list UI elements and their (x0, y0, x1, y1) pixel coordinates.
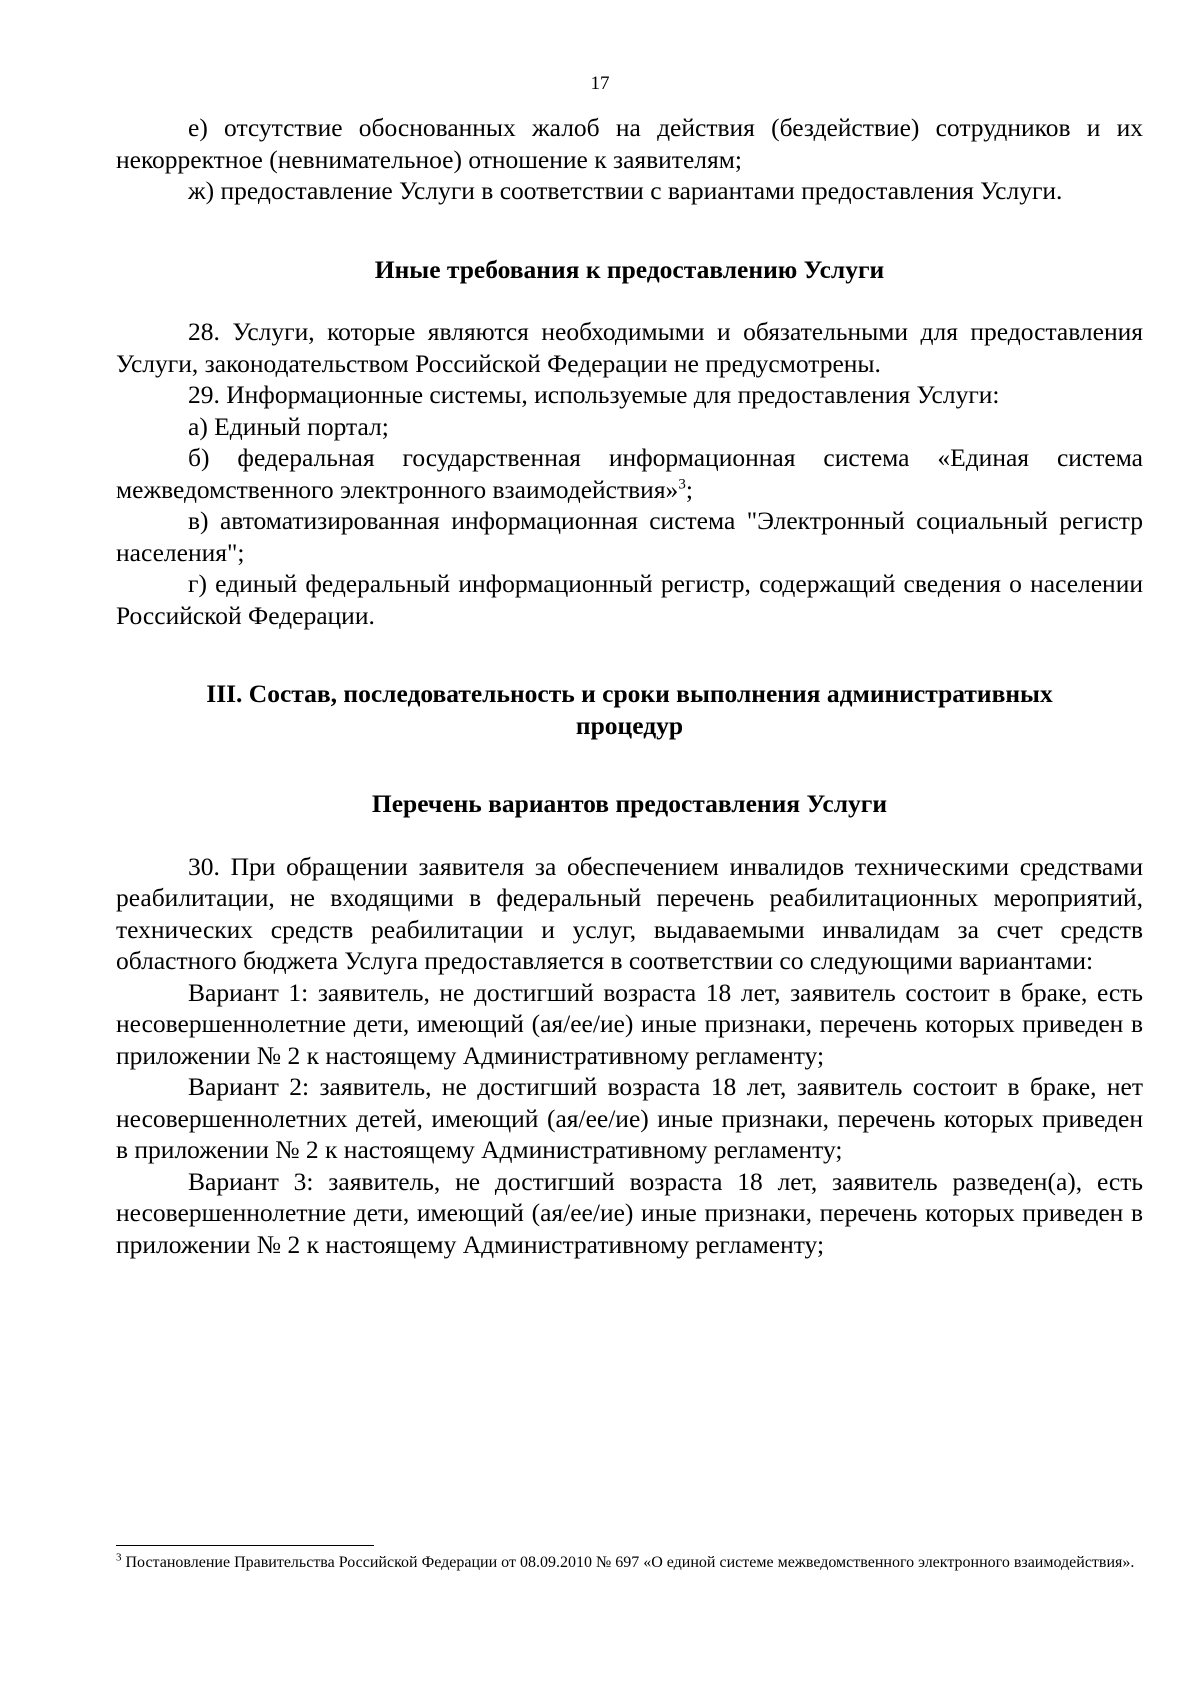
variant-2: Вариант 2: заявитель, не достигший возраста 18 лет, заявитель состоит в браке, нет несовершеннолетних детей, имеющий (ая/ее/ие) иные признаки, перечень которых приведен в приложении № 2 к настоящему Административному регламенту; (116, 1072, 1143, 1164)
paragraph-28: 28. Услуги, которые являются необходимыми и обязательными для предоставления Услуги, законодательством Российской Федерации не предусмотрены. (116, 317, 1143, 378)
footnote-text: Постановление Правительства Российской Федерации от 08.09.2010 № 697 «О единой системе межведомственного электронного взаимодействия». (121, 1554, 1135, 1571)
spacer (116, 285, 1143, 316)
page-number: 17 (590, 73, 610, 94)
paragraph-29: 29. Информационные системы, используемые для предоставления Услуги: (188, 380, 1000, 409)
list-item-b (116, 442, 1143, 505)
list-item-b-text: б) федеральная государственная информационная система «Единая система межведомственного электронного взаимодействия» (116, 443, 1143, 504)
list-item-b-tail: ; (685, 474, 693, 504)
page-content (116, 112, 1143, 1260)
spacer (116, 631, 1143, 678)
list-item-a: а) Единый портал; (188, 411, 389, 441)
paragraph-zh: ж) предоставление Услуги в соответствии с вариантами предоставления Услуги. (188, 176, 1063, 205)
variant-1: Вариант 1: заявитель, не достигший возраста 18 лет, заявитель состоит в браке, есть несовершеннолетние дети, имеющий (ая/ее/ие) иные признаки, перечень которых приведен в приложении № 2 к настоящему Административному регламенту; (116, 977, 1143, 1070)
section-heading-iii: III. Состав, последовательность и сроки выполнения административных процедур (206, 679, 1053, 740)
footnote-separator (116, 1545, 374, 1546)
variant-3: Вариант 3: заявитель, не достигший возраста 18 лет, заявитель разведен(а), есть несовершеннолетние дети, имеющий (ая/ее/ие) иные признаки, перечень которых приведен в приложении № 2 к настоящему Административному регламенту; (116, 1166, 1143, 1259)
section-heading-variants: Перечень вариантов предоставления Услуги (371, 789, 888, 818)
list-item-v: в) автоматизированная информационная система "Электронный социальный регистр населения"; (116, 506, 1143, 567)
footnote-marker: 3 (116, 1551, 122, 1564)
spacer (116, 207, 1143, 254)
footnote-ref-3[interactable]: 3 (678, 476, 686, 492)
footnote-3 (116, 1552, 1143, 1573)
section-heading-other-requirements: Иные требования к предоставлению Услуги (374, 254, 885, 284)
spacer (116, 820, 1143, 851)
spacer (116, 741, 1143, 788)
paragraph-e: е) отсутствие обоснованных жалоб на действия (бездействие) сотрудников и их некорректное (невнимательное) отношение к заявителям; (116, 113, 1143, 174)
paragraph-30: 30. При обращении заявителя за обеспечением инвалидов техническими средствами реабилитации, не входящими в федеральный перечень реабилитационных мероприятий, технических средств реабилитации и услуг, выдаваемыми инвалидам за счет средств областного бюджета Услуга предоставляется в соответствии со следующими вариантами: (116, 851, 1143, 975)
list-item-g: г) единый федеральный информационный регистр, содержащий сведения о населении Российской Федерации. (116, 569, 1143, 630)
